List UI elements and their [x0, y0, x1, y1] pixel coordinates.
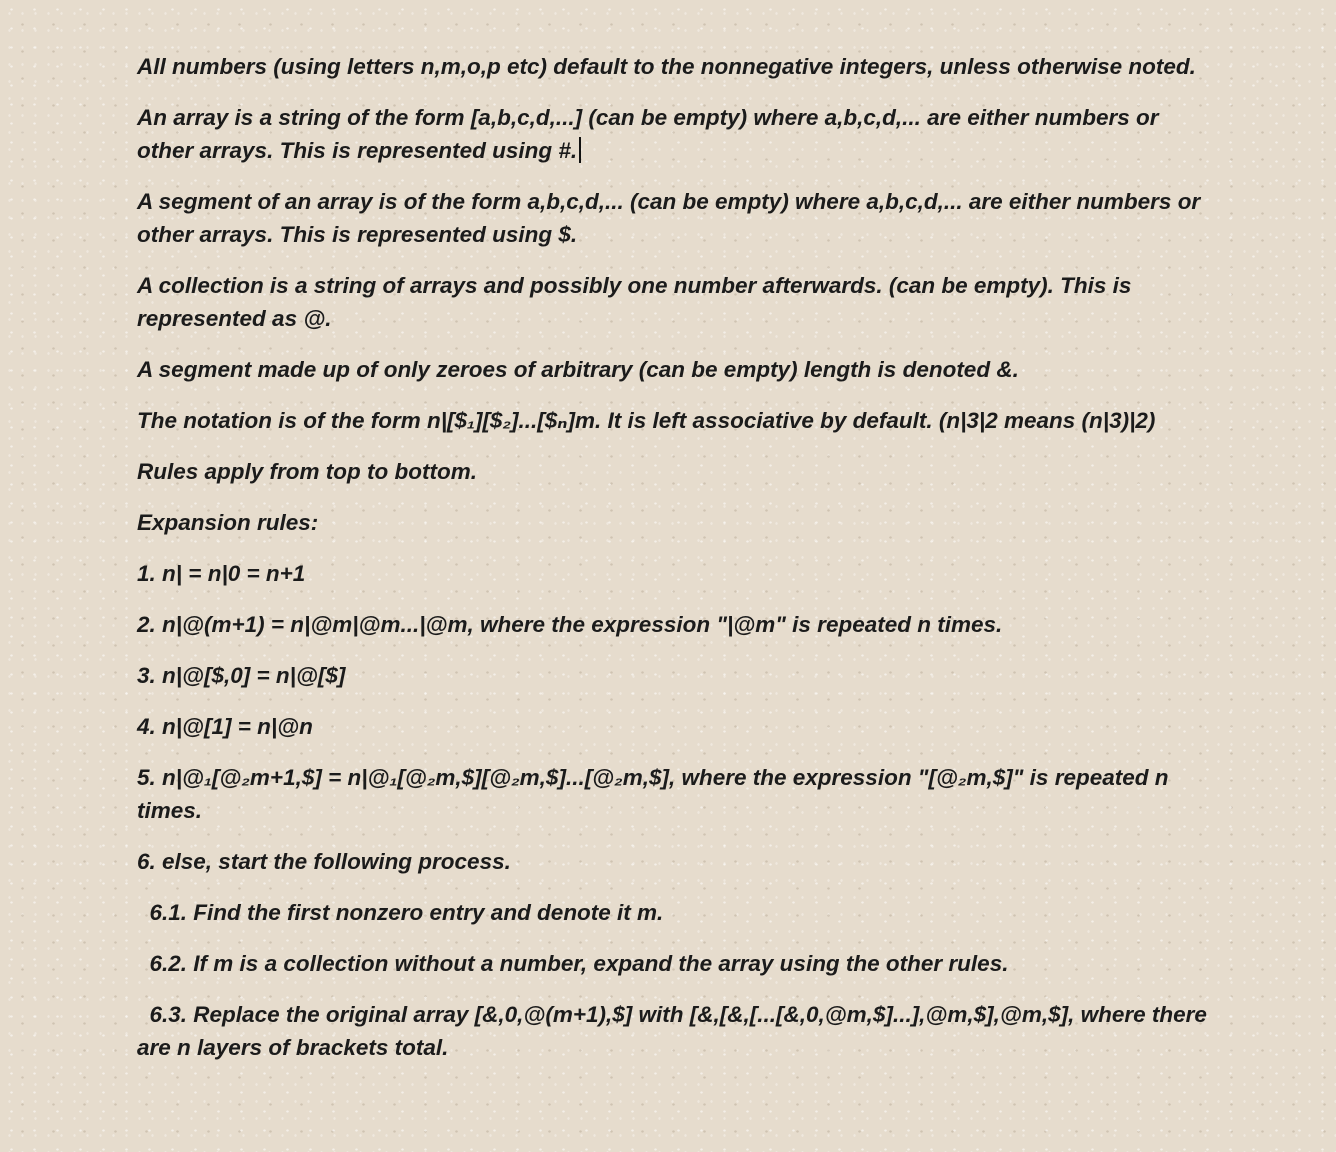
text-cursor — [579, 137, 581, 163]
paragraph-collection-definition: A collection is a string of arrays and possibly one number afterwards. (can be empty). This is represented as @. — [137, 273, 1138, 331]
rule-5: 5. n|@₁[@₂m+1,$] = n|@₁[@₂m,$][@₂m,$]...[@₂m,$], where the expression "[@₂m,$]" is repeated n times. — [137, 765, 1175, 823]
rule-1: 1. n| = n|0 = n+1 — [137, 561, 306, 586]
paragraph-rules-order: Rules apply from top to bottom. — [137, 459, 477, 484]
paragraph-numbers-default: All numbers (using letters n,m,o,p etc) default to the nonnegative integers, unless otherwise noted. — [137, 54, 1196, 79]
document-body[interactable] — [137, 50, 1217, 1082]
rule-6: 6. else, start the following process. — [137, 849, 511, 874]
rule-2: 2. n|@(m+1) = n|@m|@m...|@m, where the expression "|@m" is repeated n times. — [137, 612, 1003, 637]
paragraph-array-text: An array is a string of the form [a,b,c,d,...] (can be empty) where a,b,c,d,... are either numbers or other arrays. This is represented using #. — [137, 105, 1165, 163]
paragraph-zero-segment: A segment made up of only zeroes of arbitrary (can be empty) length is denoted &. — [137, 357, 1019, 382]
rule-6-1: 6.1. Find the first nonzero entry and denote it m. — [137, 900, 664, 925]
paragraph-segment-definition: A segment of an array is of the form a,b,c,d,... (can be empty) where a,b,c,d,... are either numbers or other arrays. This is represented using $. — [137, 189, 1207, 247]
paragraph-array-definition — [137, 101, 1217, 167]
paragraph-notation-form: The notation is of the form n|[$₁][$₂]...[$ₙ]m. It is left associative by default. (n|3|2 means (n|3)|2) — [137, 408, 1156, 433]
rule-6-3: 6.3. Replace the original array [&,0,@(m+1),$] with [&,[&,[...[&,0,@m,$]...],@m,$],@m,$], where there are n layers of brackets total. — [137, 1002, 1214, 1060]
rule-6-2: 6.2. If m is a collection without a number, expand the array using the other rules. — [137, 951, 1009, 976]
rule-4: 4. n|@[1] = n|@n — [137, 714, 313, 739]
rule-3: 3. n|@[$,0] = n|@[$] — [137, 663, 346, 688]
paragraph-expansion-heading: Expansion rules: — [137, 510, 319, 535]
